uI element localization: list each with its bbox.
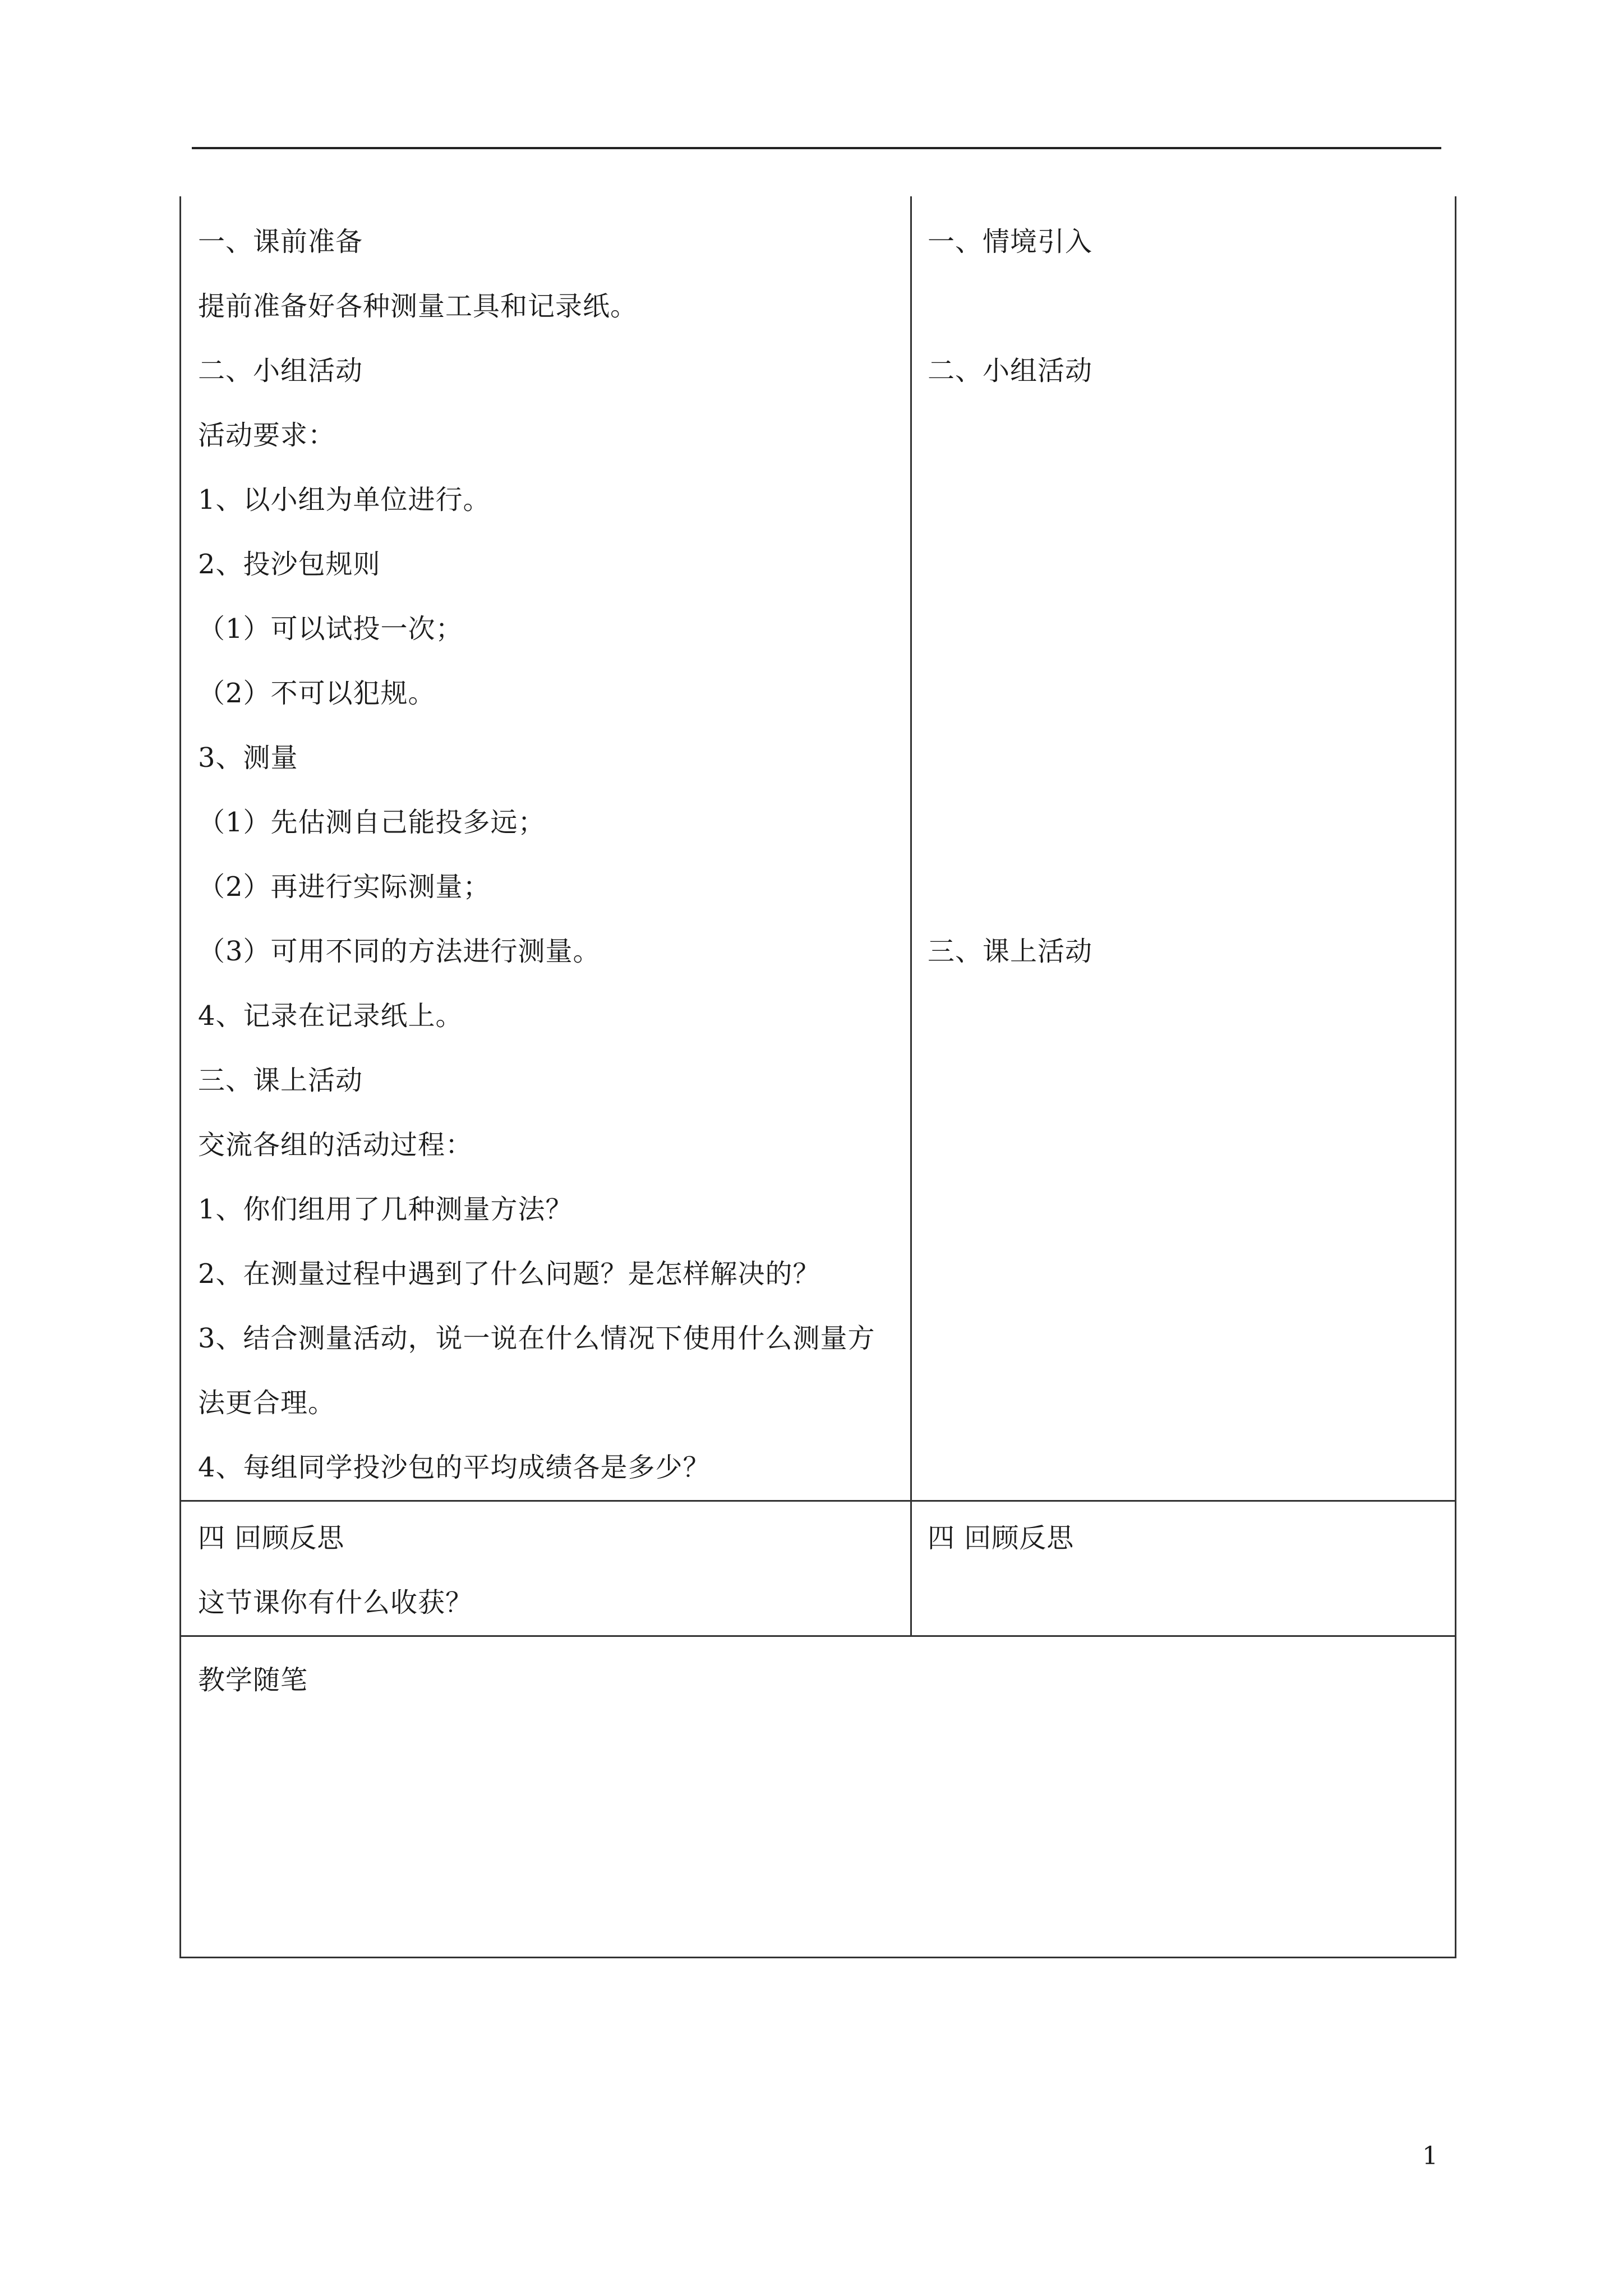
lesson-plan-page [179,196,1453,1958]
review-heading: 四 回顾反思 [928,1522,1075,1554]
step-text: （1）先估测自己能投多远； [198,807,546,838]
step-text: 交流各组的活动过程： [198,1129,473,1161]
teaching-notes-cell [181,1636,1456,1958]
step-text: 4、记录在记录纸上。 [198,1000,463,1032]
review-row [181,1501,1456,1636]
lesson-plan-table [179,196,1456,1958]
section-heading: 一、课前准备 [198,226,363,257]
step-text: 2、在测量过程中遇到了什么问题？是怎样解决的？ [198,1258,820,1290]
activities-row [181,196,1456,1501]
page-number: 1 [1422,2142,1438,2170]
review-heading: 四 回顾反思 [198,1522,345,1554]
section-heading: 三、课上活动 [198,1065,363,1096]
step-text: （2）再进行实际测量； [198,871,491,903]
student-column [911,196,1456,1501]
review-teacher-cell [181,1501,911,1636]
step-text: 3、结合测量活动，说一说在什么情况下使用什么测量方 [198,1323,875,1354]
step-text: （3）可用不同的方法进行测量。 [198,936,601,967]
review-teacher-lines [181,1502,910,1635]
step-text: 提前准备好各种测量工具和记录纸。 [198,291,638,322]
step-text: 1、以小组为单位进行。 [198,484,491,516]
step-text: 1、你们组用了几种测量方法？ [198,1194,573,1225]
review-student-cell [911,1501,1456,1636]
teacher-column [181,196,911,1501]
review-question: 这节课你有什么收获？ [198,1587,473,1618]
student-heading-intro: 一、情境引入 [928,226,1093,257]
step-text: 2、投沙包规则 [198,549,381,580]
student-heading-group: 二、小组活动 [928,355,1093,386]
student-heading-class: 三、课上活动 [928,936,1093,967]
step-text: （2）不可以犯规。 [198,678,436,709]
header-rule [192,147,1441,149]
section-heading: 二、小组活动 [198,355,363,386]
step-text: 3、测量 [198,742,298,774]
step-text: 法更合理。 [198,1387,336,1419]
notes-row [181,1636,1456,1958]
review-student-lines [912,1502,1455,1571]
teaching-notes-title: 教学随笔 [198,1664,308,1696]
teacher-steps [181,196,910,1500]
student-steps [912,196,1455,1478]
step-text: 活动要求： [198,420,336,451]
step-text: 4、每组同学投沙包的平均成绩各是多少？ [198,1452,711,1483]
step-text: （1）可以试投一次； [198,613,463,645]
